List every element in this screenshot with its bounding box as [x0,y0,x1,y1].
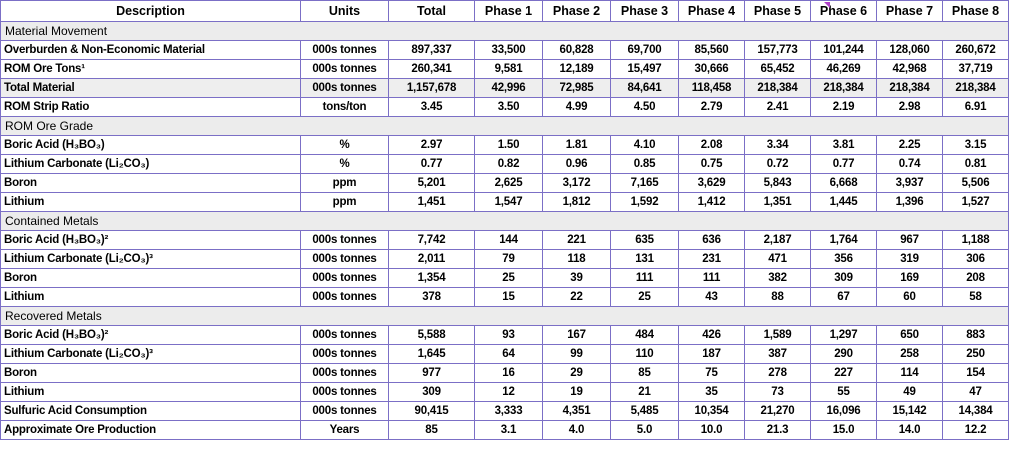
table-row [1,250,1009,269]
phase-value-cell: 382 [745,269,811,288]
phase-value-cell: 227 [811,364,877,383]
table-row [1,421,1009,440]
phase-value-cell: 0.82 [475,155,543,174]
total-cell: 3.45 [389,98,475,117]
phase-value-cell: 0.72 [745,155,811,174]
phase-value-cell: 14.0 [877,421,943,440]
phase-value-cell: 37,719 [943,60,1009,79]
phase-value-cell: 21,270 [745,402,811,421]
phase-value-cell: 636 [679,231,745,250]
phase-value-cell: 218,384 [811,79,877,98]
phase-value-cell: 43 [679,288,745,307]
row-description: Lithium Carbonate (Li₂CO₃)³ [1,345,301,364]
phase-value-cell: 42,996 [475,79,543,98]
phase-value-cell: 2.41 [745,98,811,117]
phase-value-cell: 387 [745,345,811,364]
row-units: Years [301,421,389,440]
row-description: Boron [1,174,301,193]
row-units: % [301,136,389,155]
phase-value-cell: 208 [943,269,1009,288]
total-cell: 85 [389,421,475,440]
phase-value-cell: 5,843 [745,174,811,193]
row-units: tons/ton [301,98,389,117]
phase-value-cell: 3.81 [811,136,877,155]
total-cell: 378 [389,288,475,307]
phase-value-cell: 218,384 [877,79,943,98]
phase-value-cell: 3.1 [475,421,543,440]
row-units: 000s tonnes [301,383,389,402]
total-cell: 5,201 [389,174,475,193]
row-description: Boric Acid (H₃BO₃) [1,136,301,155]
phase-value-cell: 1,592 [611,193,679,212]
section-title: Contained Metals [1,212,1009,231]
phase-value-cell: 15.0 [811,421,877,440]
phase-value-cell: 167 [543,326,611,345]
phase-value-cell: 10,354 [679,402,745,421]
total-cell: 2.97 [389,136,475,155]
phase-value-cell: 7,165 [611,174,679,193]
row-description: Lithium Carbonate (Li₂CO₃) [1,155,301,174]
table-row [1,269,1009,288]
phase-value-cell: 15,142 [877,402,943,421]
phase-value-cell: 4.50 [611,98,679,117]
section-header-row [1,22,1009,41]
phase-value-cell: 1,445 [811,193,877,212]
phase-value-cell: 6,668 [811,174,877,193]
phase-value-cell: 260,672 [943,41,1009,60]
table-row [1,383,1009,402]
column-header: Units [301,1,389,22]
total-cell: 1,451 [389,193,475,212]
row-units: 000s tonnes [301,269,389,288]
phase-value-cell: 60,828 [543,41,611,60]
section-title: Recovered Metals [1,307,1009,326]
table-row [1,231,1009,250]
total-cell: 309 [389,383,475,402]
total-cell: 1,354 [389,269,475,288]
column-header: Phase 6 [811,1,877,22]
row-units: 000s tonnes [301,364,389,383]
phase-value-cell: 46,269 [811,60,877,79]
total-cell: 90,415 [389,402,475,421]
phase-value-cell: 187 [679,345,745,364]
phase-value-cell: 3,629 [679,174,745,193]
phase-value-cell: 1.81 [543,136,611,155]
phase-value-cell: 306 [943,250,1009,269]
phase-value-cell: 49 [877,383,943,402]
row-units: 000s tonnes [301,288,389,307]
row-units: 000s tonnes [301,345,389,364]
phase-value-cell: 30,666 [679,60,745,79]
row-units: ppm [301,174,389,193]
phase-value-cell: 1,188 [943,231,1009,250]
phase-value-cell: 10.0 [679,421,745,440]
section-header-row [1,212,1009,231]
phase-value-cell: 118 [543,250,611,269]
phase-value-cell: 85 [611,364,679,383]
row-description: Approximate Ore Production [1,421,301,440]
row-units: 000s tonnes [301,231,389,250]
phase-value-cell: 4.10 [611,136,679,155]
section-header-row [1,117,1009,136]
column-header: Phase 7 [877,1,943,22]
phase-value-cell: 58 [943,288,1009,307]
phase-value-cell: 0.85 [611,155,679,174]
phase-value-cell: 218,384 [745,79,811,98]
column-header: Description [1,1,301,22]
phase-value-cell: 39 [543,269,611,288]
phase-value-cell: 258 [877,345,943,364]
row-units: 000s tonnes [301,79,389,98]
phase-value-cell: 84,641 [611,79,679,98]
phase-value-cell: 2.79 [679,98,745,117]
table-row [1,288,1009,307]
phase-value-cell: 93 [475,326,543,345]
phase-value-cell: 131 [611,250,679,269]
phase-value-cell: 0.96 [543,155,611,174]
table-header-row [1,1,1009,22]
table-row [1,402,1009,421]
phase-value-cell: 1,527 [943,193,1009,212]
phase-value-cell: 0.77 [811,155,877,174]
section-title: ROM Ore Grade [1,117,1009,136]
phase-value-cell: 1,297 [811,326,877,345]
table-row [1,79,1009,98]
phase-value-cell: 60 [877,288,943,307]
phase-value-cell: 2,625 [475,174,543,193]
total-cell: 1,157,678 [389,79,475,98]
row-description: Boric Acid (H₃BO₃)² [1,326,301,345]
phase-value-cell: 218,384 [943,79,1009,98]
phase-value-cell: 111 [679,269,745,288]
table-row [1,136,1009,155]
phase-value-cell: 73 [745,383,811,402]
phase-value-cell: 3,172 [543,174,611,193]
phase-value-cell: 42,968 [877,60,943,79]
phase-value-cell: 47 [943,383,1009,402]
row-units: ppm [301,193,389,212]
phase-value-cell: 650 [877,326,943,345]
phase-value-cell: 64 [475,345,543,364]
phase-value-cell: 3.50 [475,98,543,117]
phase-value-cell: 1,396 [877,193,943,212]
phase-value-cell: 231 [679,250,745,269]
phase-value-cell: 356 [811,250,877,269]
phase-value-cell: 3,937 [877,174,943,193]
phase-value-cell: 4.99 [543,98,611,117]
phase-value-cell: 16 [475,364,543,383]
row-description: Sulfuric Acid Consumption [1,402,301,421]
phase-value-cell: 2.19 [811,98,877,117]
phase-value-cell: 21.3 [745,421,811,440]
row-description: ROM Ore Tons¹ [1,60,301,79]
column-header: Phase 3 [611,1,679,22]
phase-value-cell: 79 [475,250,543,269]
phase-value-cell: 1,589 [745,326,811,345]
phase-value-cell: 69,700 [611,41,679,60]
total-cell: 2,011 [389,250,475,269]
total-cell: 977 [389,364,475,383]
phase-value-cell: 319 [877,250,943,269]
phase-value-cell: 1,764 [811,231,877,250]
phase-value-cell: 114 [877,364,943,383]
phase-value-cell: 967 [877,231,943,250]
table-row [1,193,1009,212]
phase-value-cell: 309 [811,269,877,288]
row-description: Lithium Carbonate (Li₂CO₃)³ [1,250,301,269]
phase-value-cell: 0.81 [943,155,1009,174]
phase-value-cell: 250 [943,345,1009,364]
table-row [1,364,1009,383]
phase-value-cell: 1,812 [543,193,611,212]
phase-value-cell: 2.98 [877,98,943,117]
table-row [1,60,1009,79]
phase-value-cell: 128,060 [877,41,943,60]
row-description: ROM Strip Ratio [1,98,301,117]
phase-value-cell: 88 [745,288,811,307]
row-units: 000s tonnes [301,60,389,79]
phase-value-cell: 426 [679,326,745,345]
phase-value-cell: 290 [811,345,877,364]
phase-value-cell: 3.34 [745,136,811,155]
phase-value-cell: 67 [811,288,877,307]
phase-value-cell: 3,333 [475,402,543,421]
phase-value-cell: 35 [679,383,745,402]
phase-value-cell: 1.50 [475,136,543,155]
phase-value-cell: 118,458 [679,79,745,98]
phase-value-cell: 154 [943,364,1009,383]
total-cell: 260,341 [389,60,475,79]
row-description: Lithium [1,193,301,212]
phase-value-cell: 85,560 [679,41,745,60]
row-description: Boron [1,364,301,383]
row-units: 000s tonnes [301,402,389,421]
phase-value-cell: 55 [811,383,877,402]
phase-value-cell: 3.15 [943,136,1009,155]
row-description: Boric Acid (H₃BO₃)² [1,231,301,250]
phase-value-cell: 25 [475,269,543,288]
phase-value-cell: 111 [611,269,679,288]
row-units: 000s tonnes [301,41,389,60]
phase-value-cell: 15 [475,288,543,307]
phase-value-cell: 12.2 [943,421,1009,440]
row-description: Lithium [1,288,301,307]
column-header: Phase 2 [543,1,611,22]
phase-value-cell: 635 [611,231,679,250]
phase-value-cell: 6.91 [943,98,1009,117]
phase-value-cell: 2,187 [745,231,811,250]
phase-value-cell: 99 [543,345,611,364]
phase-value-cell: 110 [611,345,679,364]
phase-value-cell: 19 [543,383,611,402]
phase-value-cell: 75 [679,364,745,383]
phase-value-cell: 4.0 [543,421,611,440]
total-cell: 897,337 [389,41,475,60]
column-header: Phase 5 [745,1,811,22]
phase-value-cell: 2.25 [877,136,943,155]
table-row [1,174,1009,193]
row-units: % [301,155,389,174]
phase-value-cell: 14,384 [943,402,1009,421]
row-description: Overburden & Non-Economic Material [1,41,301,60]
row-description: Total Material [1,79,301,98]
table-row [1,98,1009,117]
column-header: Phase 8 [943,1,1009,22]
phase-value-cell: 12 [475,383,543,402]
table-row [1,155,1009,174]
total-cell: 1,645 [389,345,475,364]
phase-value-cell: 1,547 [475,193,543,212]
phase-value-cell: 221 [543,231,611,250]
column-header: Phase 1 [475,1,543,22]
section-title: Material Movement [1,22,1009,41]
phase-value-cell: 144 [475,231,543,250]
phase-value-cell: 484 [611,326,679,345]
phase-value-cell: 278 [745,364,811,383]
phase-value-cell: 883 [943,326,1009,345]
phase-value-cell: 157,773 [745,41,811,60]
column-header: Total [389,1,475,22]
row-description: Boron [1,269,301,288]
phase-value-cell: 33,500 [475,41,543,60]
phase-value-cell: 72,985 [543,79,611,98]
phase-value-cell: 0.74 [877,155,943,174]
phase-value-cell: 5.0 [611,421,679,440]
phase-value-cell: 2.08 [679,136,745,155]
phase-value-cell: 5,485 [611,402,679,421]
row-units: 000s tonnes [301,326,389,345]
phase-value-cell: 0.75 [679,155,745,174]
column-header: Phase 4 [679,1,745,22]
row-units: 000s tonnes [301,250,389,269]
total-cell: 5,588 [389,326,475,345]
phase-value-cell: 101,244 [811,41,877,60]
phase-value-cell: 1,412 [679,193,745,212]
table-row [1,41,1009,60]
phase-value-cell: 16,096 [811,402,877,421]
phase-value-cell: 4,351 [543,402,611,421]
phase-value-cell: 169 [877,269,943,288]
section-header-row [1,307,1009,326]
phase-value-cell: 21 [611,383,679,402]
phase-value-cell: 22 [543,288,611,307]
phase-value-cell: 1,351 [745,193,811,212]
row-description: Lithium [1,383,301,402]
phase-value-cell: 65,452 [745,60,811,79]
phase-value-cell: 471 [745,250,811,269]
phase-value-cell: 5,506 [943,174,1009,193]
phase-value-cell: 15,497 [611,60,679,79]
comment-marker-icon [824,2,830,8]
phase-value-cell: 25 [611,288,679,307]
total-cell: 7,742 [389,231,475,250]
table-row [1,345,1009,364]
table-row [1,326,1009,345]
phase-value-cell: 9,581 [475,60,543,79]
phase-value-cell: 29 [543,364,611,383]
total-cell: 0.77 [389,155,475,174]
phase-value-cell: 12,189 [543,60,611,79]
